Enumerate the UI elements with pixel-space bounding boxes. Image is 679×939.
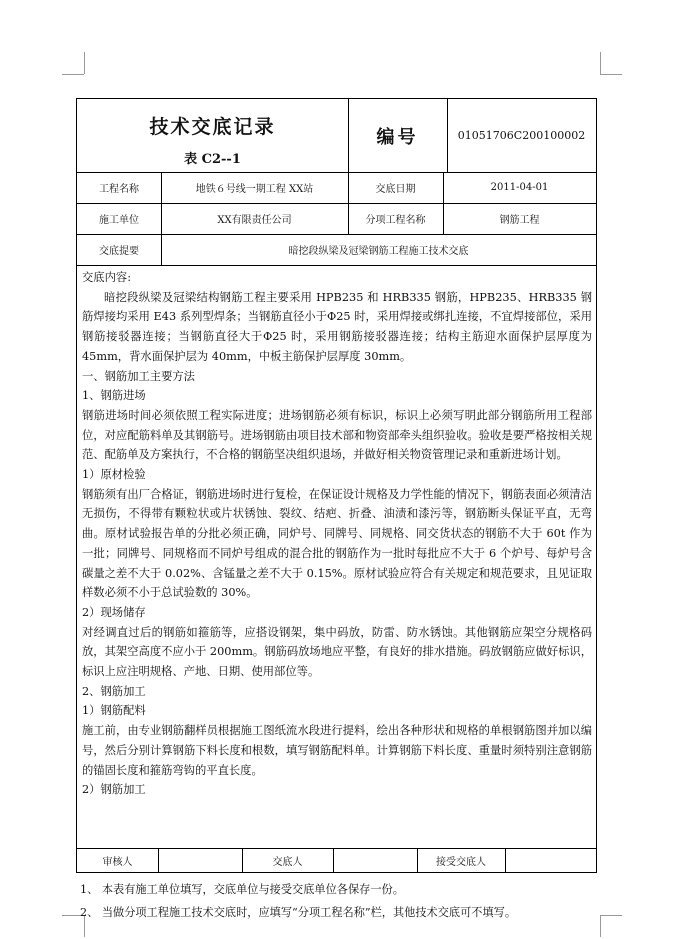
disclosure-record-table [76, 98, 597, 873]
form-title: 技术交底记录 [149, 115, 276, 138]
subsection-heading: 2、钢筋加工 [82, 684, 146, 698]
content-paragraph: 钢筋须有出厂合格证，钢筋进场时进行复检，在保证设计规格及力学性能的情况下，钢筋表面必须清洁无损伤，不得带有颗粒状或片状锈蚀、裂纹、结疤、折叠、油渍和漆污等，钢筋断头保证平直，无弯曲。原材试验报告单的分批必须正确，同炉号、同牌号、同规格、同交货状态的钢筋不大于 60t 作为一批；同牌号、同规格而不同炉号组成的混合批的钢筋作为一批时每批应不大于 6 个炉号、每炉号含碳量之差不大于 0.02%、含锰量之差不大于 0.15%。原材试验应符合有关规定和规范要求，且见证取样数必须不小于总试验数的 30%。 [82, 487, 592, 600]
number-label: 编号 [376, 126, 419, 148]
constructor-value: XX有限责任公司 [217, 215, 292, 226]
project-name-label: 工程名称 [99, 184, 139, 195]
reviewer-signature-field[interactable] [158, 848, 242, 872]
discloser-label: 交底人 [272, 856, 303, 868]
disclosure-content [82, 268, 592, 800]
number-value: 01051706C200100002 [457, 129, 586, 142]
content-heading: 交底内容: [82, 271, 131, 284]
discloser-signature-field[interactable] [333, 848, 417, 872]
project-name-value: 地铁６号线一期工程 XX站 [195, 184, 314, 195]
footnote: 2、 当做分项工程施工技术交底时，应填写“分项工程名称”栏，其他技术交底可不填写。 [80, 906, 517, 919]
item-heading: 1）原材检验 [82, 468, 146, 482]
item-heading: 1）钢筋配料 [82, 704, 146, 718]
content-paragraph: 钢筋进场时间必须依照工程实际进度；进场钢筋必须有标识，标识上必须写明此部分钢筋所用工程部位，对应配筋料单及其钢筋号。进场钢筋由项目技术部和物资部牵头组织验收。验收是要严格按相关规范、配筋单及方案执行，不合格的钢筋坚决组织退场，并做好相关物资管理记录和重新进场计划。 [82, 408, 592, 462]
reviewer-label: 审核人 [102, 856, 133, 868]
summary-label: 交底提要 [99, 246, 139, 257]
subsection-heading: 1、钢筋进场 [82, 389, 146, 403]
footnotes [80, 878, 600, 924]
content-paragraph: 暗挖段纵梁及冠梁结构钢筋工程主要采用 HPB235 和 HRB335 钢筋，HPB235、HRB335 钢筋焊接均采用 E43 系列型焊条；当钢筋直径小于Φ25 时，采用焊接或绑扎连接，不宜焊接部位，采用钢筋接驳器连接；当钢筋直径大于Φ25 时，采用钢筋接驳器连接；结构主筋迎水面保护层厚度为 45mm，背水面保护层为 40mm，中板主筋保护层厚度 30mm。 [82, 290, 592, 363]
summary-value: 暗挖段纵梁及冠梁钢筋工程施工技术交底 [288, 246, 469, 257]
footnote: 1、 本表有施工单位填写，交底单位与接受交底单位各保存一份。 [80, 883, 404, 896]
section-heading: 一、钢筋加工主要方法 [82, 369, 195, 383]
item-heading: 2）钢筋加工 [82, 783, 146, 797]
item-heading: 2）现场储存 [82, 605, 146, 619]
date-value: 2011-04-01 [490, 182, 549, 193]
subproject-value: 钢筋工程 [499, 215, 540, 226]
subproject-label: 分项工程名称 [365, 215, 426, 226]
date-label: 交底日期 [375, 184, 416, 195]
content-paragraph: 施工前，由专业钢筋翻样员根据施工图纸流水段进行提料，绘出各种形状和规格的单根钢筋图并加以编号，然后分别计算钢筋下料长度和根数，填写钢筋配料单。计算钢筋下料长度、重量时须特别注意钢筋的锚固长度和箍筋弯钩的平直长度。 [82, 724, 592, 777]
receiver-label: 接受交底人 [436, 856, 486, 868]
constructor-label: 施工单位 [99, 215, 139, 226]
form-table-number: 表 C2--1 [184, 151, 241, 167]
receiver-signature-field[interactable] [505, 848, 596, 872]
content-paragraph: 对经调直过后的钢筋如箍筋等，应搭设钢架，集中码放，防雷、防水锈蚀。其他钢筋应架空分规格码放，其架空高度不应小于 200mm。钢筋码放场地应平整，有良好的排水措施。码放钢筋应做好标识，标识上应注明规格、产地、日期、使用部位等。 [82, 625, 592, 679]
